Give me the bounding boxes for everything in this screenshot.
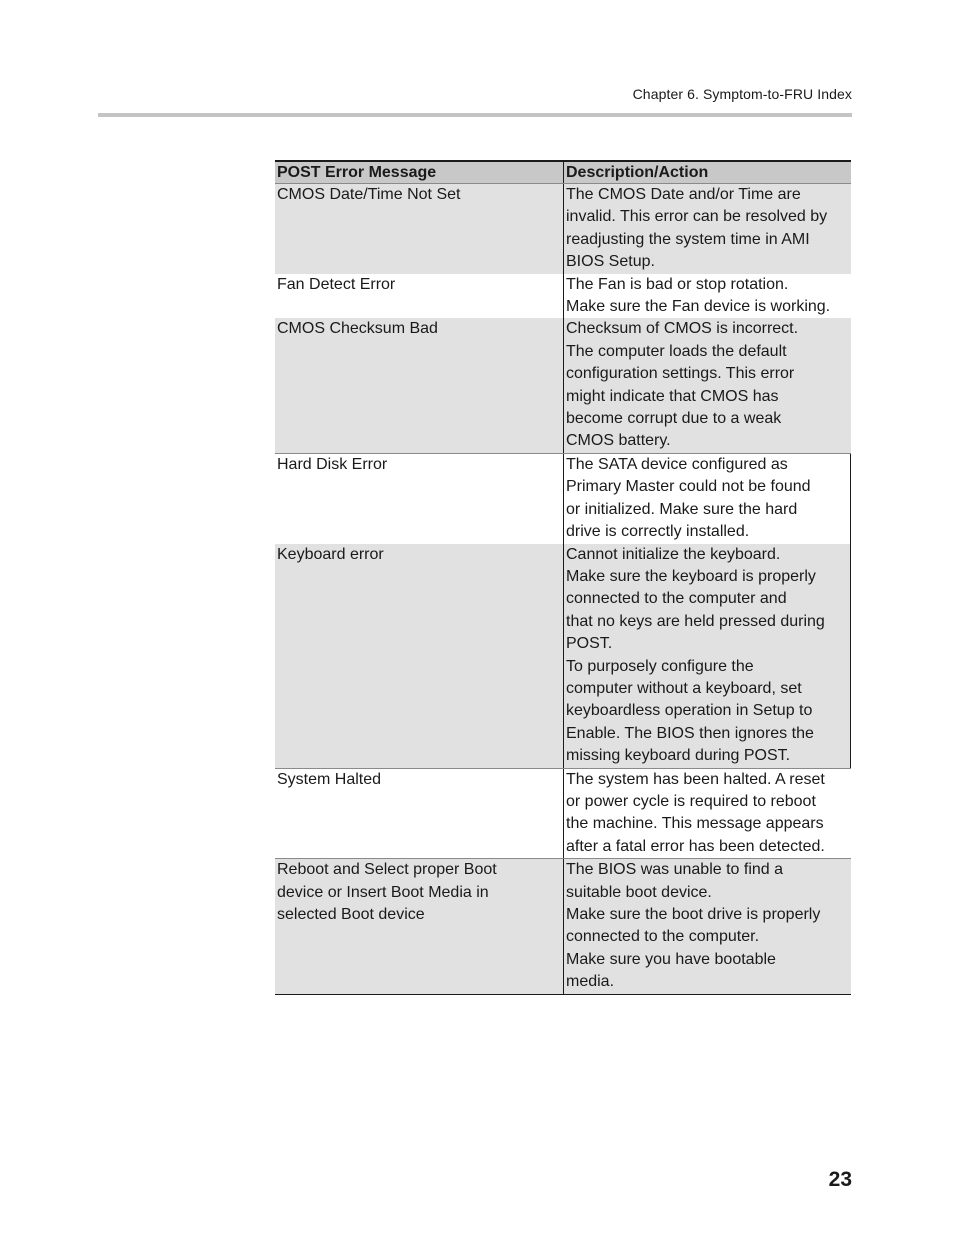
description-line: readjusting the system time in AMI	[566, 230, 810, 248]
description-line: The computer loads the default	[566, 342, 787, 360]
error-message-cell: CMOS Date/Time Not Set	[275, 184, 563, 274]
description-line: might indicate that CMOS has	[566, 387, 779, 405]
error-message-cell: Fan Detect Error	[275, 274, 563, 319]
description-line: the machine. This message appears	[566, 815, 824, 833]
message-line: selected Boot device	[277, 906, 425, 923]
description-line: suitable boot device.	[566, 883, 712, 901]
description-line: Enable. The BIOS then ignores the	[566, 724, 814, 742]
error-message-cell: System Halted	[275, 769, 563, 859]
description-line: computer without a keyboard, set	[566, 679, 802, 697]
description-line: Checksum of CMOS is incorrect.	[566, 320, 799, 338]
column-header-message: POST Error Message	[275, 162, 563, 183]
description-line: or power cycle is required to reboot	[566, 792, 816, 810]
description-line: invalid. This error can be resolved by	[566, 208, 828, 226]
description-line: The Fan is bad or stop rotation.	[566, 275, 789, 293]
description-line: The BIOS was unable to find a	[566, 861, 784, 879]
description-line: Primary Master could not be found	[566, 478, 811, 496]
column-header-description: Description/Action	[563, 162, 851, 183]
description-line: The CMOS Date and/or Time are	[566, 186, 801, 203]
description-cell	[563, 544, 851, 768]
table-row	[275, 318, 851, 452]
description-line: The system has been halted. A reset	[566, 770, 825, 788]
table-row	[275, 274, 851, 319]
table-row	[275, 858, 851, 993]
description-cell	[563, 318, 851, 452]
description-cell	[563, 859, 851, 993]
description-line: keyboardless operation in Setup to	[566, 702, 813, 720]
message-line: Reboot and Select proper Boot	[277, 861, 497, 879]
description-line: CMOS battery.	[566, 432, 671, 450]
description-line: Make sure you have bootable	[566, 950, 776, 968]
table-row	[275, 544, 851, 768]
description-cell	[563, 769, 851, 859]
description-line: after a fatal error has been detected.	[566, 837, 825, 855]
table-row	[275, 184, 851, 274]
description-line: missing keyboard during POST.	[566, 747, 791, 765]
message-line: device or Insert Boot Media in	[277, 883, 489, 901]
header-rule	[98, 113, 852, 117]
description-line: BIOS Setup.	[566, 253, 655, 271]
error-message-cell: Keyboard error	[275, 544, 563, 768]
running-header: Chapter 6. Symptom-to-FRU Index	[632, 86, 852, 102]
description-line: connected to the computer and	[566, 590, 787, 608]
table-row	[275, 453, 851, 544]
description-line: The SATA device configured as	[566, 455, 788, 473]
description-line: Make sure the Fan device is working.	[566, 298, 831, 316]
description-line: Make sure the keyboard is properly	[566, 567, 816, 585]
description-cell	[563, 454, 851, 544]
error-message-cell	[275, 859, 563, 993]
description-line: media.	[566, 973, 615, 991]
post-error-table	[275, 160, 851, 995]
description-line: drive is correctly installed.	[566, 523, 750, 541]
table-row	[275, 768, 851, 859]
description-line: or initialized. Make sure the hard	[566, 500, 798, 518]
description-line: become corrupt due to a weak	[566, 410, 782, 428]
description-line: connected to the computer.	[566, 928, 760, 946]
description-line: Cannot initialize the keyboard.	[566, 545, 781, 563]
error-message-cell: Hard Disk Error	[275, 454, 563, 544]
error-message-cell: CMOS Checksum Bad	[275, 318, 563, 452]
description-cell	[563, 274, 851, 319]
description-line: POST.	[566, 635, 613, 653]
description-line: configuration settings. This error	[566, 365, 795, 383]
description-line: Make sure the boot drive is properly	[566, 906, 821, 923]
description-line: To purposely configure the	[566, 657, 754, 675]
description-line: that no keys are held pressed during	[566, 612, 825, 630]
description-cell	[563, 184, 851, 274]
page-number: 23	[828, 1168, 852, 1191]
table-header-row	[275, 162, 851, 184]
